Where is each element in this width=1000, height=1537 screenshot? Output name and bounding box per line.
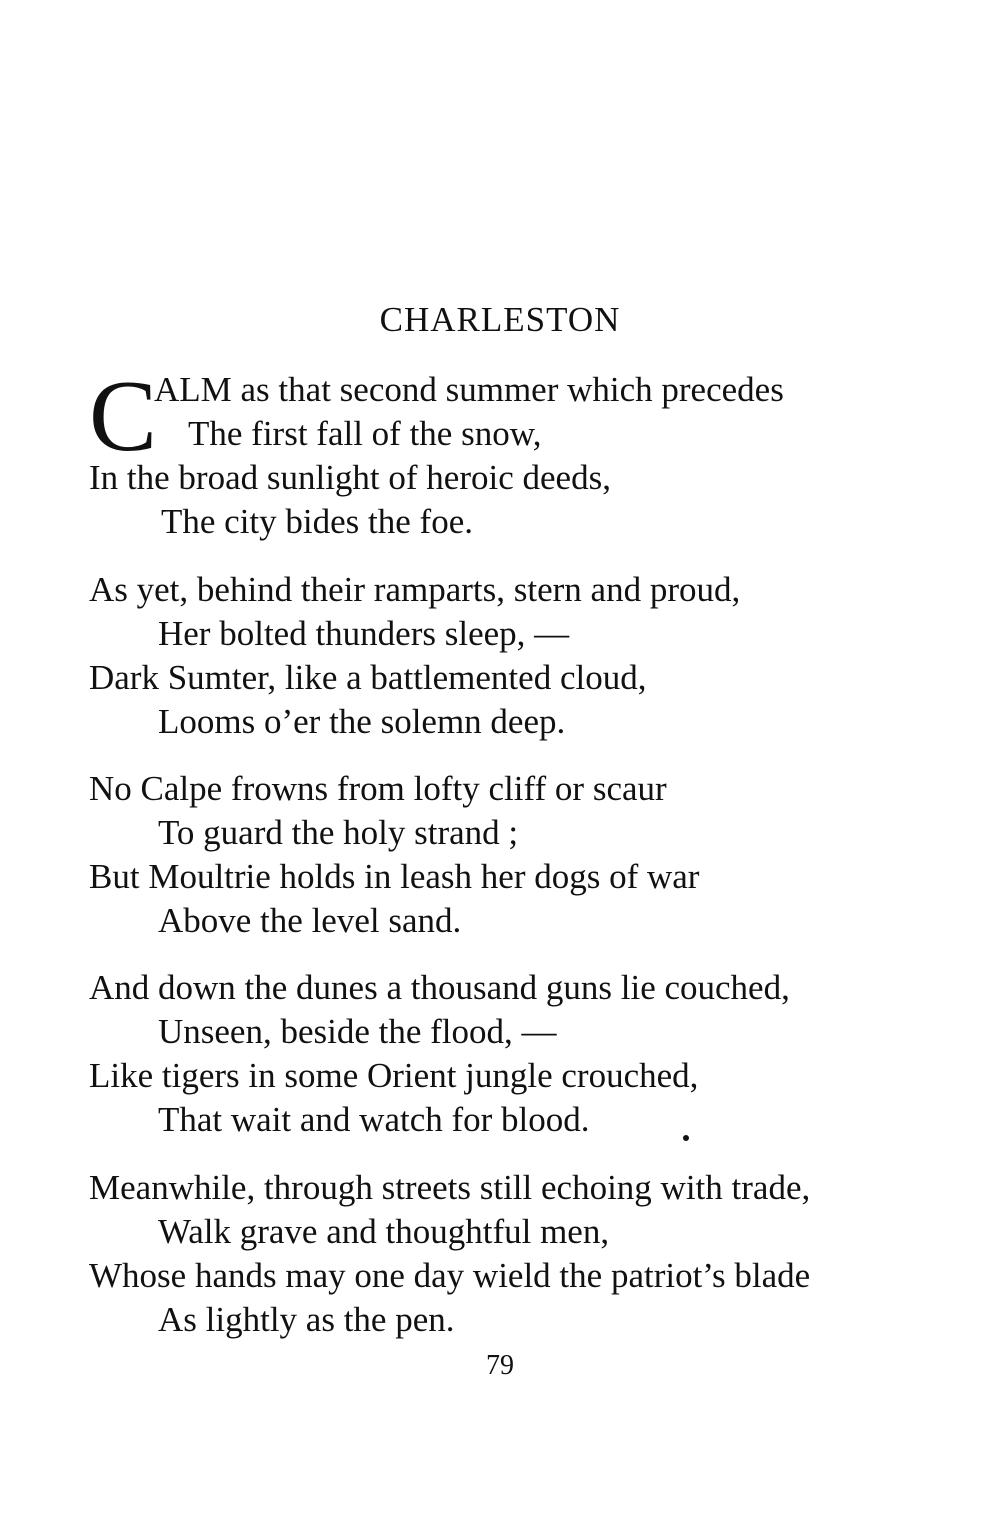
poem-line: But Moultrie holds in leash her dogs of war bbox=[89, 857, 700, 896]
poem-line: As yet, behind their ramparts, stern and proud, bbox=[89, 570, 741, 609]
poem-line: Whose hands may one day wield the patriot’s blade bbox=[89, 1256, 811, 1295]
poem-line: Her bolted thunders sleep, — bbox=[158, 614, 570, 653]
poem-line: And down the dunes a thousand guns lie couched, bbox=[89, 968, 790, 1007]
poem-line: In the broad sunlight of heroic deeds, bbox=[89, 458, 611, 497]
poem-line: The first fall of the snow, bbox=[188, 414, 542, 453]
poem-line: Meanwhile, through streets still echoing with trade, bbox=[89, 1168, 811, 1207]
poem-line: No Calpe frowns from lofty cliff or scaur bbox=[89, 769, 667, 808]
poem-line: As lightly as the pen. bbox=[158, 1300, 455, 1339]
drop-cap: C bbox=[89, 360, 158, 473]
poem-line: To guard the holy strand ; bbox=[158, 813, 519, 852]
poem-line: Dark Sumter, like a battlemented cloud, bbox=[89, 658, 647, 697]
poem-line: Like tigers in some Orient jungle crouched, bbox=[89, 1056, 699, 1095]
poem-line: Unseen, beside the flood, — bbox=[158, 1012, 557, 1051]
page-number: 79 bbox=[486, 1350, 514, 1381]
poem-line: That wait and watch for blood. bbox=[158, 1100, 590, 1139]
poem-line: Walk grave and thoughtful men, bbox=[158, 1212, 610, 1251]
poem-line: Above the level sand. bbox=[158, 901, 462, 940]
poem-line: ALM as that second summer which precedes bbox=[154, 370, 784, 409]
poem-line: The city bides the foe. bbox=[161, 502, 473, 541]
poem-line: Looms o’er the solemn deep. bbox=[158, 702, 566, 741]
ink-speck bbox=[683, 1135, 689, 1141]
poem-title: CHARLESTON bbox=[379, 300, 621, 339]
